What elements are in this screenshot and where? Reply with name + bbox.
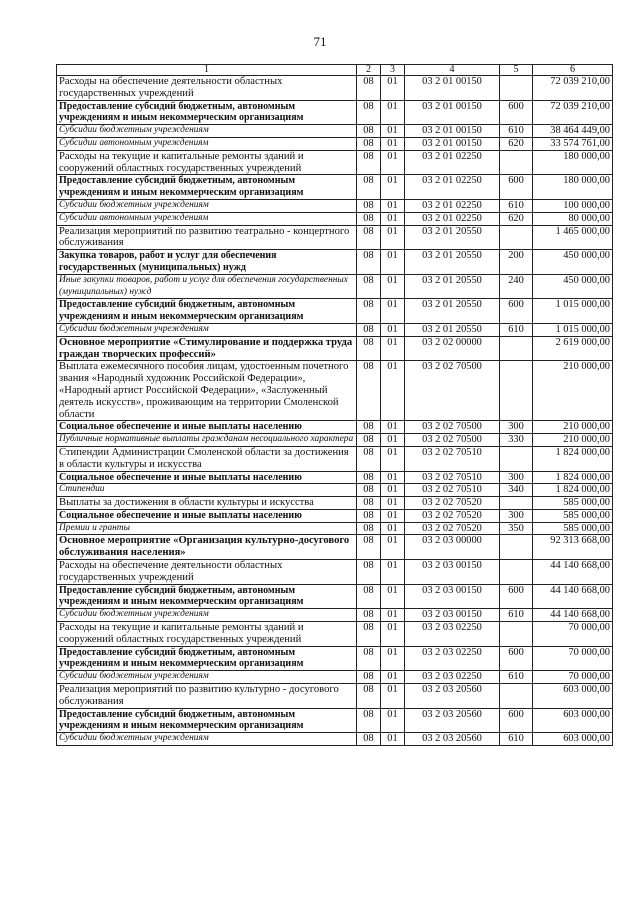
section-code: 08 xyxy=(357,250,381,275)
section-code: 08 xyxy=(357,323,381,336)
amount: 70 000,00 xyxy=(533,646,613,671)
table-row xyxy=(57,509,613,522)
item-name: Субсидии автономным учреждениям xyxy=(57,137,357,150)
amount: 180 000,00 xyxy=(533,150,613,175)
target-article-code: 03 2 01 20550 xyxy=(405,323,500,336)
section-code: 08 xyxy=(357,684,381,709)
expense-type-code: 600 xyxy=(500,708,533,733)
amount: 44 140 668,00 xyxy=(533,560,613,585)
expense-type-code xyxy=(500,560,533,585)
target-article-code: 03 2 01 20550 xyxy=(405,250,500,275)
expense-type-code: 600 xyxy=(500,175,533,200)
amount: 180 000,00 xyxy=(533,175,613,200)
section-code: 08 xyxy=(357,509,381,522)
subsection-code: 01 xyxy=(381,733,405,746)
subsection-code: 01 xyxy=(381,137,405,150)
table-row xyxy=(57,225,613,250)
expense-type-code: 610 xyxy=(500,609,533,622)
target-article-code: 03 2 01 00150 xyxy=(405,100,500,125)
header-col-1: 1 xyxy=(57,65,357,76)
amount: 44 140 668,00 xyxy=(533,609,613,622)
subsection-code: 01 xyxy=(381,125,405,138)
target-article-code: 03 2 03 02250 xyxy=(405,646,500,671)
item-name: Выплата ежемесячного пособия лицам, удостоенным почетного звания «Народный художник Российской Федерации», «Народный артист Российской Федерации», «Заслуженный деятель искусств», проживающим на территории Смоленской области xyxy=(57,361,357,421)
target-article-code: 03 2 02 70500 xyxy=(405,434,500,447)
table-row xyxy=(57,671,613,684)
subsection-code: 01 xyxy=(381,522,405,535)
expense-type-code: 350 xyxy=(500,522,533,535)
item-name: Предоставление субсидий бюджетным, автономным учреждениям и иным некоммерческим организациям xyxy=(57,299,357,324)
amount: 585 000,00 xyxy=(533,509,613,522)
expense-type-code xyxy=(500,336,533,361)
amount: 2 619 000,00 xyxy=(533,336,613,361)
section-code: 08 xyxy=(357,225,381,250)
subsection-code: 01 xyxy=(381,323,405,336)
item-name: Субсидии бюджетным учреждениям xyxy=(57,199,357,212)
item-name: Иные закупки товаров, работ и услуг для обеспечения государственных (муниципальных) нужд xyxy=(57,274,357,299)
amount: 210 000,00 xyxy=(533,434,613,447)
subsection-code: 01 xyxy=(381,684,405,709)
amount: 210 000,00 xyxy=(533,421,613,434)
amount: 1 824 000,00 xyxy=(533,484,613,497)
amount: 1 824 000,00 xyxy=(533,446,613,471)
table-row xyxy=(57,484,613,497)
expense-type-code: 600 xyxy=(500,584,533,609)
section-code: 08 xyxy=(357,497,381,510)
table-row xyxy=(57,137,613,150)
item-name: Закупка товаров, работ и услуг для обеспечения государственных (муниципальных) нужд xyxy=(57,250,357,275)
section-code: 08 xyxy=(357,484,381,497)
item-name: Субсидии бюджетным учреждениям xyxy=(57,609,357,622)
subsection-code: 01 xyxy=(381,708,405,733)
subsection-code: 01 xyxy=(381,336,405,361)
amount: 603 000,00 xyxy=(533,708,613,733)
section-code: 08 xyxy=(357,646,381,671)
target-article-code: 03 2 03 00150 xyxy=(405,584,500,609)
expense-type-code: 300 xyxy=(500,509,533,522)
header-col-5: 5 xyxy=(500,65,533,76)
target-article-code: 03 2 02 70520 xyxy=(405,509,500,522)
expense-type-code xyxy=(500,225,533,250)
item-name: Основное мероприятие «Организация культурно-досугового обслуживания населения» xyxy=(57,535,357,560)
subsection-code: 01 xyxy=(381,484,405,497)
item-name: Предоставление субсидий бюджетным, автономным учреждениям и иным некоммерческим организациям xyxy=(57,584,357,609)
item-name: Социальное обеспечение и иные выплаты населению xyxy=(57,421,357,434)
item-name: Реализация мероприятий по развитию театрально - концертного обслуживания xyxy=(57,225,357,250)
subsection-code: 01 xyxy=(381,446,405,471)
section-code: 08 xyxy=(357,434,381,447)
section-code: 08 xyxy=(357,609,381,622)
section-code: 08 xyxy=(357,212,381,225)
table-row xyxy=(57,609,613,622)
item-name: Расходы на обеспечение деятельности областных государственных учреждений xyxy=(57,560,357,585)
amount: 450 000,00 xyxy=(533,274,613,299)
item-name: Публичные нормативные выплаты гражданам несоциального характера xyxy=(57,434,357,447)
subsection-code: 01 xyxy=(381,471,405,484)
table-row xyxy=(57,733,613,746)
item-name: Расходы на текущие и капитальные ремонты зданий и сооружений областных государственных учреждений xyxy=(57,622,357,647)
section-code: 08 xyxy=(357,421,381,434)
table-row xyxy=(57,560,613,585)
amount: 1 015 000,00 xyxy=(533,323,613,336)
section-code: 08 xyxy=(357,137,381,150)
amount: 100 000,00 xyxy=(533,199,613,212)
section-code: 08 xyxy=(357,622,381,647)
header-col-3: 3 xyxy=(381,65,405,76)
table-row xyxy=(57,150,613,175)
amount: 72 039 210,00 xyxy=(533,76,613,101)
item-name: Социальное обеспечение и иные выплаты населению xyxy=(57,471,357,484)
target-article-code: 03 2 02 70520 xyxy=(405,497,500,510)
section-code: 08 xyxy=(357,336,381,361)
expense-type-code xyxy=(500,535,533,560)
section-code: 08 xyxy=(357,100,381,125)
target-article-code: 03 2 02 00000 xyxy=(405,336,500,361)
table-row xyxy=(57,535,613,560)
table-row xyxy=(57,250,613,275)
table-row xyxy=(57,584,613,609)
target-article-code: 03 2 01 20550 xyxy=(405,299,500,324)
amount: 1 465 000,00 xyxy=(533,225,613,250)
table-header-row xyxy=(57,65,613,76)
expense-type-code xyxy=(500,446,533,471)
item-name: Выплаты за достижения в области культуры и искусства xyxy=(57,497,357,510)
section-code: 08 xyxy=(357,274,381,299)
table-row xyxy=(57,76,613,101)
table-row xyxy=(57,361,613,421)
table-row xyxy=(57,471,613,484)
target-article-code: 03 2 01 20550 xyxy=(405,225,500,250)
section-code: 08 xyxy=(357,446,381,471)
subsection-code: 01 xyxy=(381,671,405,684)
expense-type-code: 600 xyxy=(500,299,533,324)
table-row xyxy=(57,274,613,299)
section-code: 08 xyxy=(357,76,381,101)
subsection-code: 01 xyxy=(381,434,405,447)
table-row xyxy=(57,708,613,733)
amount: 603 000,00 xyxy=(533,684,613,709)
subsection-code: 01 xyxy=(381,250,405,275)
table-row xyxy=(57,336,613,361)
subsection-code: 01 xyxy=(381,622,405,647)
subsection-code: 01 xyxy=(381,299,405,324)
target-article-code: 03 2 03 02250 xyxy=(405,671,500,684)
target-article-code: 03 2 02 70510 xyxy=(405,471,500,484)
budget-table xyxy=(56,64,613,746)
section-code: 08 xyxy=(357,175,381,200)
expense-type-code xyxy=(500,622,533,647)
subsection-code: 01 xyxy=(381,421,405,434)
target-article-code: 03 2 03 00150 xyxy=(405,560,500,585)
subsection-code: 01 xyxy=(381,509,405,522)
table-row xyxy=(57,421,613,434)
amount: 38 464 449,00 xyxy=(533,125,613,138)
target-article-code: 03 2 01 02250 xyxy=(405,150,500,175)
section-code: 08 xyxy=(357,535,381,560)
table-row xyxy=(57,212,613,225)
section-code: 08 xyxy=(357,584,381,609)
item-name: Расходы на текущие и капитальные ремонты зданий и сооружений областных государственных учреждений xyxy=(57,150,357,175)
subsection-code: 01 xyxy=(381,76,405,101)
amount: 1 824 000,00 xyxy=(533,471,613,484)
item-name: Субсидии бюджетным учреждениям xyxy=(57,323,357,336)
subsection-code: 01 xyxy=(381,150,405,175)
subsection-code: 01 xyxy=(381,212,405,225)
amount: 210 000,00 xyxy=(533,361,613,421)
subsection-code: 01 xyxy=(381,560,405,585)
table-body xyxy=(57,76,613,746)
subsection-code: 01 xyxy=(381,535,405,560)
expense-type-code xyxy=(500,361,533,421)
expense-type-code: 610 xyxy=(500,671,533,684)
header-col-4: 4 xyxy=(405,65,500,76)
table-row xyxy=(57,323,613,336)
amount: 33 574 761,00 xyxy=(533,137,613,150)
target-article-code: 03 2 03 02250 xyxy=(405,622,500,647)
amount: 70 000,00 xyxy=(533,622,613,647)
table-row xyxy=(57,100,613,125)
subsection-code: 01 xyxy=(381,646,405,671)
subsection-code: 01 xyxy=(381,361,405,421)
expense-type-code: 610 xyxy=(500,323,533,336)
amount: 450 000,00 xyxy=(533,250,613,275)
table-row xyxy=(57,684,613,709)
expense-type-code: 240 xyxy=(500,274,533,299)
item-name: Субсидии автономным учреждениям xyxy=(57,212,357,225)
item-name: Предоставление субсидий бюджетным, автономным учреждениям и иным некоммерческим организациям xyxy=(57,646,357,671)
subsection-code: 01 xyxy=(381,584,405,609)
subsection-code: 01 xyxy=(381,609,405,622)
item-name: Субсидии бюджетным учреждениям xyxy=(57,671,357,684)
target-article-code: 03 2 02 70510 xyxy=(405,446,500,471)
target-article-code: 03 2 02 70520 xyxy=(405,522,500,535)
header-col-6: 6 xyxy=(533,65,613,76)
target-article-code: 03 2 03 20560 xyxy=(405,684,500,709)
target-article-code: 03 2 01 02250 xyxy=(405,212,500,225)
item-name: Основное мероприятие «Стимулирование и поддержка труда граждан творческих профессий» xyxy=(57,336,357,361)
expense-type-code: 340 xyxy=(500,484,533,497)
section-code: 08 xyxy=(357,671,381,684)
amount: 585 000,00 xyxy=(533,497,613,510)
target-article-code: 03 2 01 02250 xyxy=(405,199,500,212)
expense-type-code: 620 xyxy=(500,137,533,150)
target-article-code: 03 2 01 20550 xyxy=(405,274,500,299)
expense-type-code: 300 xyxy=(500,421,533,434)
expense-type-code: 600 xyxy=(500,646,533,671)
section-code: 08 xyxy=(357,150,381,175)
amount: 72 039 210,00 xyxy=(533,100,613,125)
expense-type-code: 600 xyxy=(500,100,533,125)
section-code: 08 xyxy=(357,471,381,484)
target-article-code: 03 2 03 20560 xyxy=(405,708,500,733)
section-code: 08 xyxy=(357,708,381,733)
section-code: 08 xyxy=(357,299,381,324)
item-name: Предоставление субсидий бюджетным, автономным учреждениям и иным некоммерческим организациям xyxy=(57,708,357,733)
target-article-code: 03 2 01 00150 xyxy=(405,125,500,138)
section-code: 08 xyxy=(357,733,381,746)
subsection-code: 01 xyxy=(381,100,405,125)
expense-type-code xyxy=(500,497,533,510)
expense-type-code: 330 xyxy=(500,434,533,447)
target-article-code: 03 2 01 00150 xyxy=(405,76,500,101)
target-article-code: 03 2 02 70510 xyxy=(405,484,500,497)
table-row xyxy=(57,199,613,212)
amount: 70 000,00 xyxy=(533,671,613,684)
target-article-code: 03 2 02 70500 xyxy=(405,361,500,421)
expense-type-code xyxy=(500,150,533,175)
amount: 44 140 668,00 xyxy=(533,584,613,609)
target-article-code: 03 2 03 20560 xyxy=(405,733,500,746)
section-code: 08 xyxy=(357,361,381,421)
item-name: Реализация мероприятий по развитию культурно - досугового обслуживания xyxy=(57,684,357,709)
target-article-code: 03 2 01 00150 xyxy=(405,137,500,150)
expense-type-code xyxy=(500,76,533,101)
expense-type-code: 610 xyxy=(500,125,533,138)
section-code: 08 xyxy=(357,522,381,535)
header-col-2: 2 xyxy=(357,65,381,76)
amount: 603 000,00 xyxy=(533,733,613,746)
table-row xyxy=(57,522,613,535)
item-name: Стипендии Администрации Смоленской области за достижения в области культуры и искусства xyxy=(57,446,357,471)
item-name: Субсидии бюджетным учреждениям xyxy=(57,733,357,746)
section-code: 08 xyxy=(357,125,381,138)
table-row xyxy=(57,125,613,138)
amount: 585 000,00 xyxy=(533,522,613,535)
table-row xyxy=(57,622,613,647)
subsection-code: 01 xyxy=(381,199,405,212)
item-name: Предоставление субсидий бюджетным, автономным учреждениям и иным некоммерческим организациям xyxy=(57,100,357,125)
page-number: 71 xyxy=(313,34,327,49)
section-code: 08 xyxy=(357,199,381,212)
expense-type-code: 610 xyxy=(500,199,533,212)
expense-type-code xyxy=(500,684,533,709)
item-name: Премии и гранты xyxy=(57,522,357,535)
subsection-code: 01 xyxy=(381,497,405,510)
target-article-code: 03 2 01 02250 xyxy=(405,175,500,200)
target-article-code: 03 2 02 70500 xyxy=(405,421,500,434)
expense-type-code: 300 xyxy=(500,471,533,484)
table-row xyxy=(57,175,613,200)
item-name: Стипендии xyxy=(57,484,357,497)
table-row xyxy=(57,434,613,447)
subsection-code: 01 xyxy=(381,175,405,200)
expense-type-code: 620 xyxy=(500,212,533,225)
subsection-code: 01 xyxy=(381,225,405,250)
target-article-code: 03 2 03 00150 xyxy=(405,609,500,622)
table-row xyxy=(57,497,613,510)
expense-type-code: 200 xyxy=(500,250,533,275)
item-name: Субсидии бюджетным учреждениям xyxy=(57,125,357,138)
table-row xyxy=(57,446,613,471)
amount: 1 015 000,00 xyxy=(533,299,613,324)
table-row xyxy=(57,299,613,324)
target-article-code: 03 2 03 00000 xyxy=(405,535,500,560)
amount: 92 313 668,00 xyxy=(533,535,613,560)
expense-type-code: 610 xyxy=(500,733,533,746)
section-code: 08 xyxy=(357,560,381,585)
amount: 80 000,00 xyxy=(533,212,613,225)
subsection-code: 01 xyxy=(381,274,405,299)
item-name: Расходы на обеспечение деятельности областных государственных учреждений xyxy=(57,76,357,101)
table-row xyxy=(57,646,613,671)
item-name: Предоставление субсидий бюджетным, автономным учреждениям и иным некоммерческим организациям xyxy=(57,175,357,200)
item-name: Социальное обеспечение и иные выплаты населению xyxy=(57,509,357,522)
